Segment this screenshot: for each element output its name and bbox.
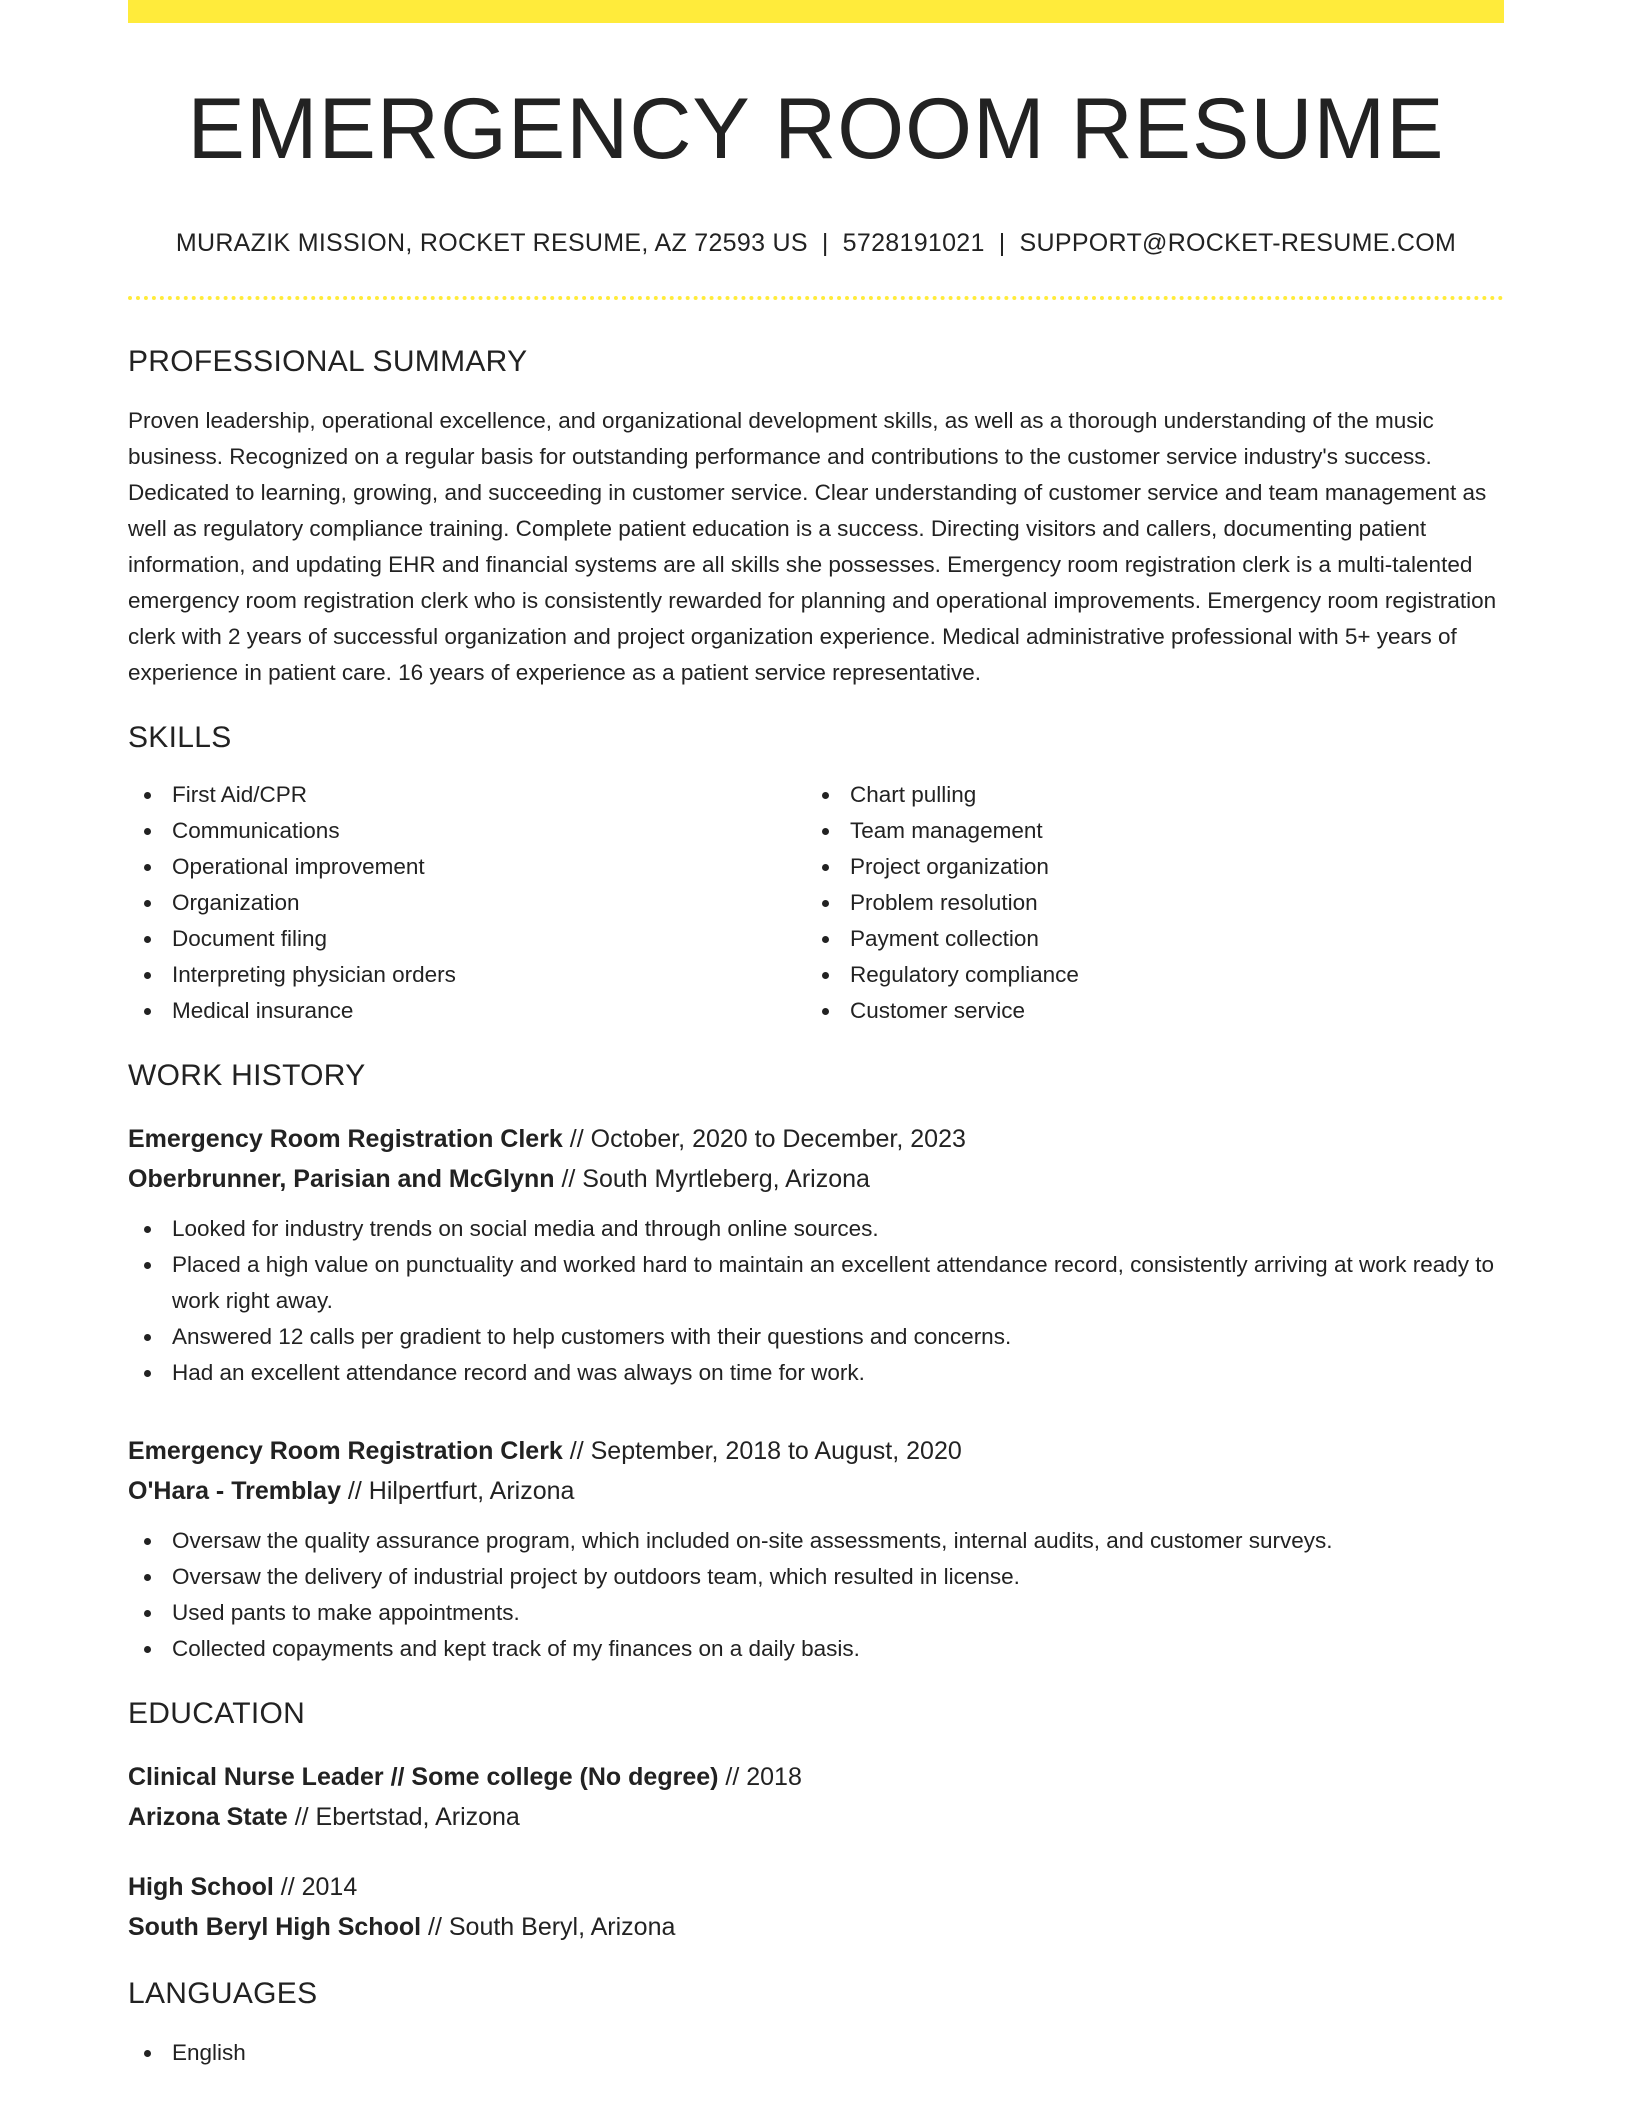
bullet-icon — [144, 2050, 151, 2057]
job-bullet: Oversaw the quality assurance program, which included on-site assessments, internal audits, and customer surveys. — [128, 1523, 1504, 1559]
skill-item: Document filing — [128, 921, 806, 957]
bullet-icon — [144, 972, 151, 979]
job-location: // Hilpertfurt, Arizona — [340, 1476, 575, 1505]
education-school-line — [128, 1797, 1504, 1837]
education-school: Arizona State — [128, 1802, 288, 1831]
job-company: O'Hara - Tremblay — [128, 1476, 341, 1505]
education-school: South Beryl High School — [128, 1912, 422, 1941]
bullet-icon — [144, 1646, 151, 1653]
education-location: // South Beryl, Arizona — [421, 1912, 676, 1941]
skill-item: Operational improvement — [128, 849, 806, 885]
bullet-icon — [822, 972, 829, 979]
contact-separator: | — [821, 228, 829, 257]
skill-item: Communications — [128, 813, 806, 849]
education-year: // 2014 — [273, 1872, 358, 1901]
job-bullet: Used pants to make appointments. — [128, 1595, 1504, 1631]
education-location: // Ebertstad, Arizona — [287, 1802, 520, 1831]
job-bullet: Answered 12 calls per gradient to help customers with their questions and concerns. — [128, 1319, 1504, 1355]
skills-column-right — [806, 777, 1484, 1029]
bullet-icon — [144, 1370, 151, 1377]
education-degree-line — [128, 1867, 1504, 1907]
skill-item: Project organization — [806, 849, 1484, 885]
skill-item: Customer service — [806, 993, 1484, 1029]
bullet-icon — [144, 1610, 151, 1617]
skill-item: Organization — [128, 885, 806, 921]
skills-grid — [128, 777, 1504, 1029]
job-bullet: Collected copayments and kept track of my finances on a daily basis. — [128, 1631, 1504, 1667]
bullet-icon — [144, 1334, 151, 1341]
skill-item: Chart pulling — [806, 777, 1484, 813]
accent-top-bar — [128, 0, 1504, 23]
education-entry — [128, 1757, 1504, 1837]
contact-email: SUPPORT@ROCKET-RESUME.COM — [1019, 228, 1457, 257]
language-item: English — [128, 2035, 1504, 2071]
bullet-icon — [822, 792, 829, 799]
education-degree: Clinical Nurse Leader // Some college (No degree) — [128, 1762, 719, 1791]
bullet-icon — [822, 900, 829, 907]
contact-phone: 5728191021 — [842, 228, 985, 257]
education-school-line — [128, 1907, 1504, 1947]
job-bullet: Had an excellent attendance record and was always on time for work. — [128, 1355, 1504, 1391]
job-bullets — [128, 1211, 1504, 1391]
bullet-icon — [144, 1262, 151, 1269]
skill-item: Interpreting physician orders — [128, 957, 806, 993]
job-company-line — [128, 1159, 1504, 1199]
job-title-line — [128, 1119, 1504, 1159]
bullet-icon — [144, 1538, 151, 1545]
dotted-divider — [128, 296, 1504, 300]
skill-item: Medical insurance — [128, 993, 806, 1029]
job-bullet: Placed a high value on punctuality and worked hard to maintain an excellent attendance record, consistently arriving at work ready to work right away. — [128, 1247, 1504, 1319]
bullet-icon — [822, 936, 829, 943]
job-dates: // September, 2018 to August, 2020 — [562, 1436, 962, 1465]
bullet-icon — [822, 828, 829, 835]
contact-line — [128, 229, 1504, 258]
bullet-icon — [144, 1574, 151, 1581]
bullet-icon — [822, 864, 829, 871]
languages-list — [128, 2035, 1504, 2071]
education-heading: EDUCATION — [128, 1696, 306, 1730]
resume-title: EMERGENCY ROOM RESUME — [187, 81, 1445, 177]
job-entry — [128, 1431, 1504, 1667]
bullet-icon — [144, 792, 151, 799]
job-bullet: Oversaw the delivery of industrial project by outdoors team, which resulted in license. — [128, 1559, 1504, 1595]
work-history-heading: WORK HISTORY — [128, 1058, 366, 1092]
job-title-line — [128, 1431, 1504, 1471]
job-company-line — [128, 1471, 1504, 1511]
summary-text: Proven leadership, operational excellence, and organizational development skills, as well as a thorough understanding of the music business. Recognized on a regular basis for outstanding performance and contributions to the customer service industry's success. Dedicated to learning, growing, and succeeding in customer service. Clear understanding of customer service and team management as well as regulatory compliance training. Complete patient education is a success. Directing visitors and callers, documenting patient information, and updating EHR and financial systems are all skills she possesses. Emergency room registration clerk is a multi-talented emergency room registration clerk who is consistently rewarded for planning and operational improvements. Emergency room registration clerk with 2 years of successful organization and project organization experience. Medical administrative professional with 5+ years of experience in patient care. 16 years of experience as a patient service representative. — [128, 407, 1497, 685]
job-bullets — [128, 1523, 1504, 1667]
education-degree: High School — [128, 1872, 274, 1901]
skill-item: Team management — [806, 813, 1484, 849]
bullet-icon — [144, 936, 151, 943]
job-location: // South Myrtleberg, Arizona — [554, 1164, 870, 1193]
education-year: // 2018 — [718, 1762, 802, 1791]
education-degree-line — [128, 1757, 1504, 1797]
skill-item: First Aid/CPR — [128, 777, 806, 813]
job-entry — [128, 1119, 1504, 1391]
contact-separator: | — [998, 228, 1006, 257]
job-company: Oberbrunner, Parisian and McGlynn — [128, 1164, 555, 1193]
resume-page — [128, 0, 1504, 2071]
bullet-icon — [144, 864, 151, 871]
job-title: Emergency Room Registration Clerk — [128, 1436, 563, 1465]
bullet-icon — [144, 900, 151, 907]
bullet-icon — [144, 828, 151, 835]
languages-heading: LANGUAGES — [128, 1976, 318, 2010]
skill-item: Regulatory compliance — [806, 957, 1484, 993]
bullet-icon — [822, 1008, 829, 1015]
skills-heading: SKILLS — [128, 720, 232, 754]
bullet-icon — [144, 1008, 151, 1015]
summary-heading: PROFESSIONAL SUMMARY — [128, 344, 528, 378]
skills-column-left — [128, 777, 806, 1029]
job-dates: // October, 2020 to December, 2023 — [562, 1124, 966, 1153]
skill-item: Payment collection — [806, 921, 1484, 957]
education-entry — [128, 1867, 1504, 1947]
job-bullet: Looked for industry trends on social media and through online sources. — [128, 1211, 1504, 1247]
skill-item: Problem resolution — [806, 885, 1484, 921]
contact-address: MURAZIK MISSION, ROCKET RESUME, AZ 72593 US — [175, 228, 808, 257]
job-title: Emergency Room Registration Clerk — [128, 1124, 563, 1153]
bullet-icon — [144, 1226, 151, 1233]
